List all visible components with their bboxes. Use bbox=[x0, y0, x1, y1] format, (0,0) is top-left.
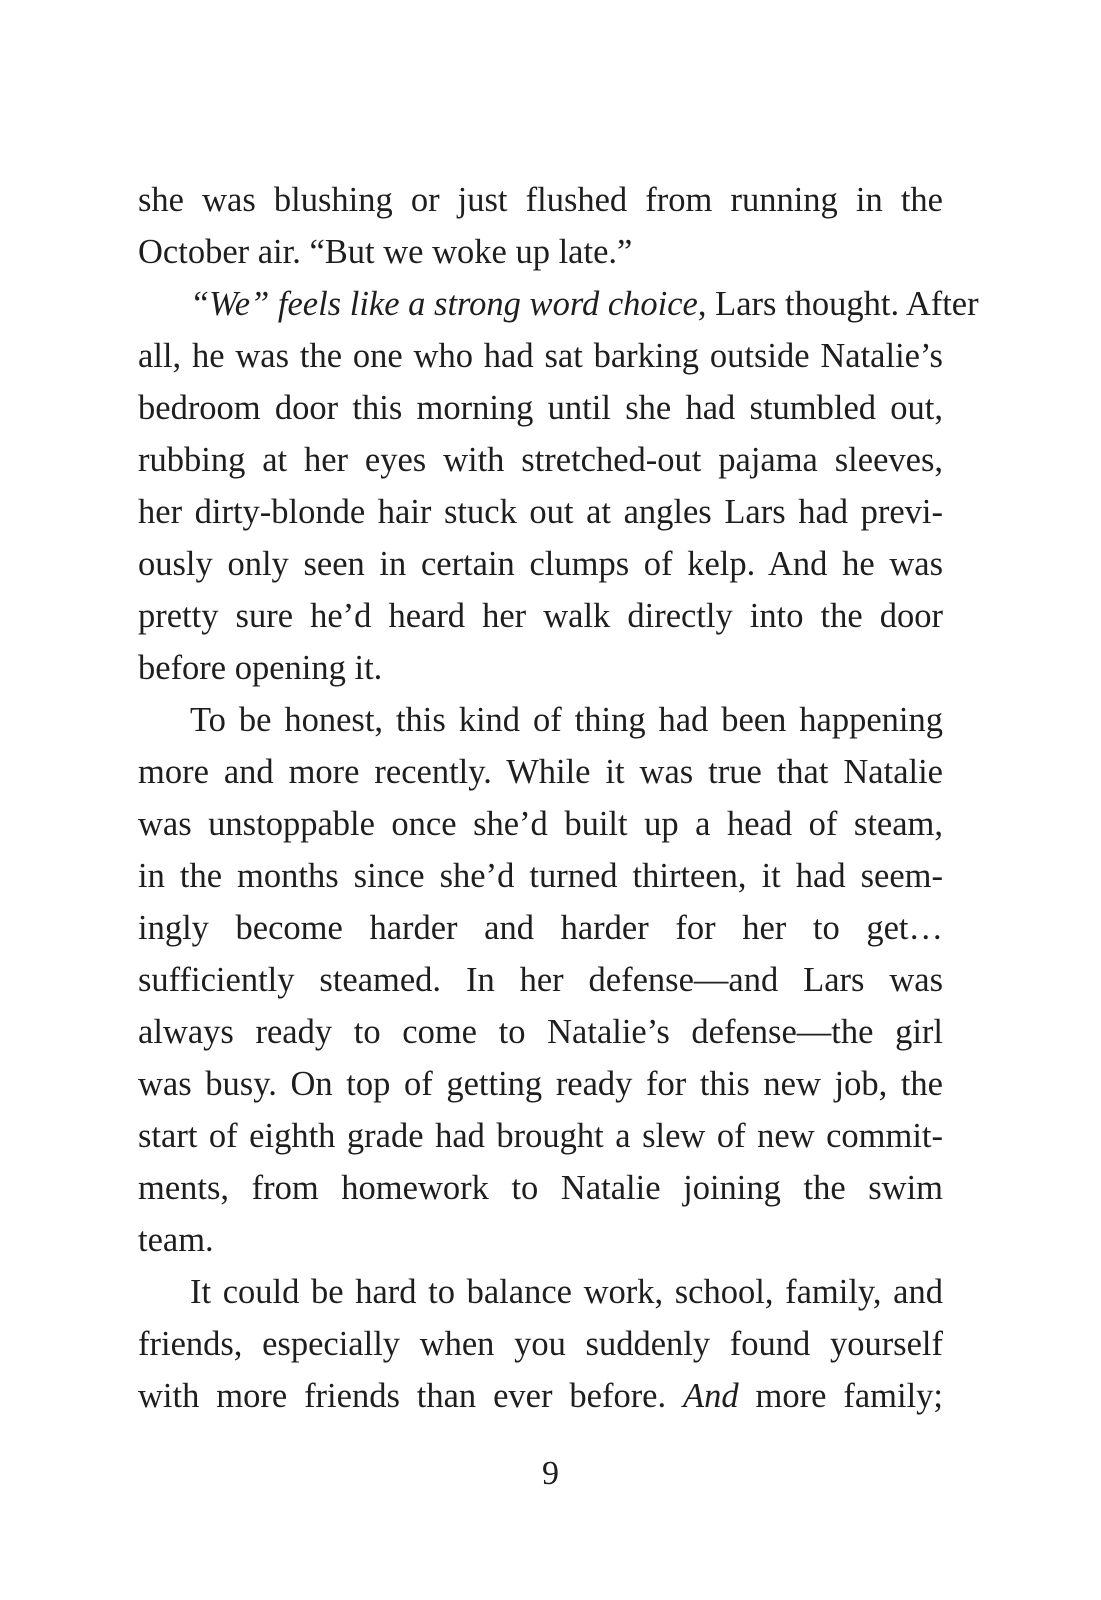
text-line: It could be hard to balance work, school, family, and bbox=[190, 1273, 943, 1311]
text-line: rubbing at her eyes with stretched-out pajama sleeves, bbox=[138, 441, 943, 479]
text-line: start of eighth grade had brought a slew of new commit- bbox=[138, 1117, 943, 1155]
body-text bbox=[138, 174, 979, 1422]
text-line: more and more recently. While it was true that Natalie bbox=[138, 753, 943, 791]
italic-phrase: “We” feels like a strong word choice bbox=[190, 285, 698, 323]
text-line bbox=[138, 278, 979, 330]
text-line: ingly become harder and harder for her to get… bbox=[138, 909, 943, 947]
text-line: her dirty-blonde hair stuck out at angles Lars had previ- bbox=[138, 493, 943, 531]
text-line: all, he was the one who had sat barking outside Natalie’s bbox=[138, 337, 943, 375]
text-line: was busy. On top of getting ready for this new job, the bbox=[138, 1065, 943, 1103]
text-line: friends, especially when you suddenly found yourself bbox=[138, 1325, 943, 1363]
text-line: bedroom door this morning until she had stumbled out, bbox=[138, 389, 943, 427]
text-line: ments, from homework to Natalie joining the swim bbox=[138, 1169, 943, 1207]
text-line: was unstoppable once she’d built up a head of steam, bbox=[138, 805, 943, 843]
text-line: pretty sure he’d heard her walk directly into the door bbox=[138, 597, 943, 635]
text-line: team. bbox=[138, 1221, 214, 1259]
text-line: ously only seen in certain clumps of kelp. And he was bbox=[138, 545, 943, 583]
text-line: October air. “But we woke up late.” bbox=[138, 233, 633, 271]
text-run: with more friends than ever before. bbox=[138, 1377, 684, 1415]
text-line: she was blushing or just flushed from running in the bbox=[138, 181, 943, 219]
text-line: before opening it. bbox=[138, 649, 383, 687]
text-run: , Lars thought. After bbox=[697, 285, 979, 323]
italic-word: And bbox=[683, 1377, 739, 1415]
text-line bbox=[138, 1370, 943, 1422]
text-line: in the months since she’d turned thirteen, it had seem- bbox=[138, 857, 943, 895]
page-number: 9 bbox=[542, 1455, 559, 1492]
text-line: sufficiently steamed. In her defense—and Lars was bbox=[138, 961, 943, 999]
text-line: always ready to come to Natalie’s defense—the girl bbox=[138, 1013, 943, 1051]
text-run: more family; bbox=[738, 1377, 943, 1415]
text-line: To be honest, this kind of thing had been happening bbox=[190, 701, 943, 739]
